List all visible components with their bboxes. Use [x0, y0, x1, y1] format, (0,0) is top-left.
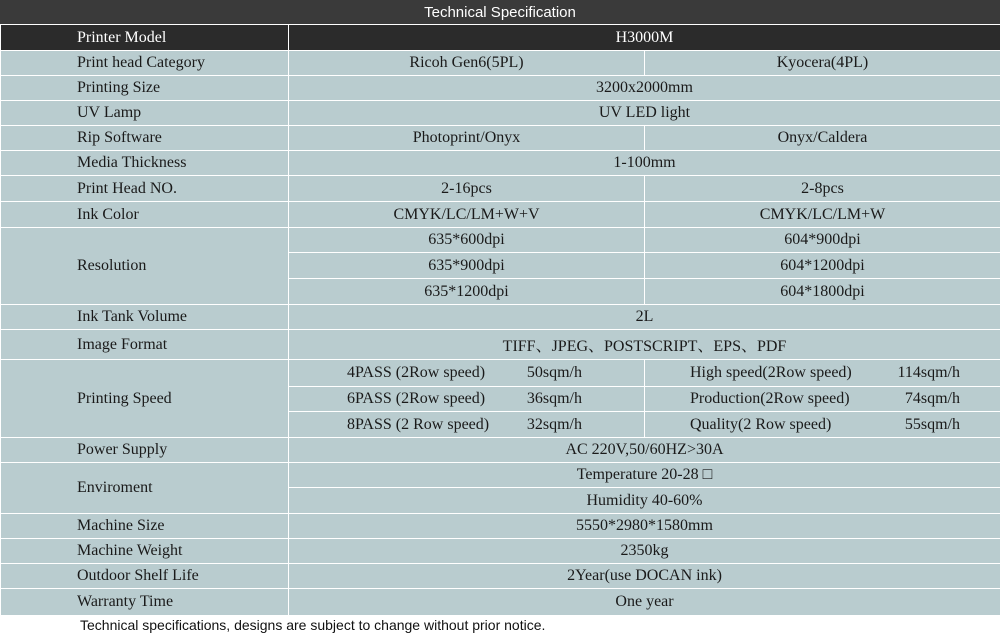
header-row [1, 25, 1000, 51]
speed-mode: Quality(2 Row speed) [690, 415, 832, 433]
cell-right: Onyx/Caldera [645, 126, 1000, 151]
table-row [1, 539, 1000, 564]
table-row [1, 202, 1000, 228]
row-label: Rip Software [1, 126, 289, 151]
table-row [1, 360, 1000, 387]
row-label: Printing Speed [1, 360, 289, 438]
cell-right: 604*1800dpi [645, 279, 1000, 305]
row-label: UV Lamp [1, 101, 289, 126]
cell-left [289, 360, 645, 387]
row-label: Image Format [1, 330, 289, 360]
spec-table [0, 24, 1000, 616]
cell-value: Temperature 20-28 □ [289, 463, 1000, 488]
row-label: Warranty Time [1, 589, 289, 616]
table-row [1, 151, 1000, 176]
cell-left: Photoprint/Onyx [289, 126, 645, 151]
speed-value: 114sqm/h [897, 364, 960, 381]
cell-value: One year [289, 589, 1000, 616]
cell-value: TIFF、JPEG、POSTSCRIPT、EPS、PDF [289, 330, 1000, 360]
cell-value: AC 220V,50/60HZ>30A [289, 438, 1000, 463]
row-label: Ink Tank Volume [1, 305, 289, 330]
cell-right: 2-8pcs [645, 176, 1000, 202]
speed-mode: High speed(2Row speed) [690, 364, 852, 381]
table-row [1, 330, 1000, 360]
speed-value: 50sqm/h [526, 364, 582, 381]
cell-right [645, 412, 1000, 438]
cell-value: 2Year(use DOCAN ink) [289, 564, 1000, 589]
speed-mode: Production(2Row speed) [690, 390, 850, 407]
table-row [1, 514, 1000, 539]
cell-left [289, 387, 645, 412]
cell-right: CMYK/LC/LM+W [645, 202, 1000, 228]
speed-mode: 8PASS (2 Row speed) [347, 415, 490, 433]
cell-left [289, 412, 645, 438]
speed-value: 74sqm/h [904, 390, 960, 407]
cell-right [645, 387, 1000, 412]
table-row [1, 305, 1000, 330]
cell-left: 2-16pcs [289, 176, 645, 202]
cell-left: 635*900dpi [289, 253, 645, 279]
table-row [1, 564, 1000, 589]
table-row [1, 126, 1000, 151]
cell-right: 604*1200dpi [645, 253, 1000, 279]
title-bar [0, 0, 1000, 24]
speed-value: 32sqm/h [526, 415, 582, 433]
cell-left: CMYK/LC/LM+W+V [289, 202, 645, 228]
cell-value: 5550*2980*1580mm [289, 514, 1000, 539]
table-row [1, 76, 1000, 101]
speed-mode: 6PASS (2Row speed) [347, 390, 486, 407]
row-label: Enviroment [1, 463, 289, 514]
table-row [1, 589, 1000, 616]
cell-left: 635*1200dpi [289, 279, 645, 305]
table-row [1, 438, 1000, 463]
row-label: Print Head NO. [1, 176, 289, 202]
row-label: Ink Color [1, 202, 289, 228]
row-label: Power Supply [1, 438, 289, 463]
cell-value: 2350kg [289, 539, 1000, 564]
cell-right: 604*900dpi [645, 228, 1000, 253]
speed-value: 55sqm/h [904, 415, 960, 433]
cell-value: 1-100mm [289, 151, 1000, 176]
cell-right: Kyocera(4PL) [645, 51, 1000, 76]
cell-right [645, 360, 1000, 387]
cell-value: 3200x2000mm [289, 76, 1000, 101]
footer-note: Technical specifications, designs are subject to change without prior notice. [80, 617, 546, 633]
cell-left: 635*600dpi [289, 228, 645, 253]
table-row [1, 228, 1000, 253]
row-label: Machine Weight [1, 539, 289, 564]
row-label: Machine Size [1, 514, 289, 539]
header-value: H3000M [289, 25, 1000, 51]
header-label: Printer Model [1, 25, 289, 51]
cell-value: Humidity 40-60% [289, 488, 1000, 514]
row-label: Print head Category [1, 51, 289, 76]
table-row [1, 51, 1000, 76]
row-label: Media Thickness [1, 151, 289, 176]
cell-value: 2L [289, 305, 1000, 330]
table-row [1, 101, 1000, 126]
cell-value: UV LED light [289, 101, 1000, 126]
cell-left: Ricoh Gen6(5PL) [289, 51, 645, 76]
page-title: Technical Specification [424, 3, 576, 21]
row-label: Printing Size [1, 76, 289, 101]
speed-value: 36sqm/h [526, 390, 582, 407]
row-label: Outdoor Shelf Life [1, 564, 289, 589]
table-row [1, 176, 1000, 202]
speed-mode: 4PASS (2Row speed) [347, 364, 486, 381]
table-row [1, 463, 1000, 488]
row-label: Resolution [1, 228, 289, 305]
